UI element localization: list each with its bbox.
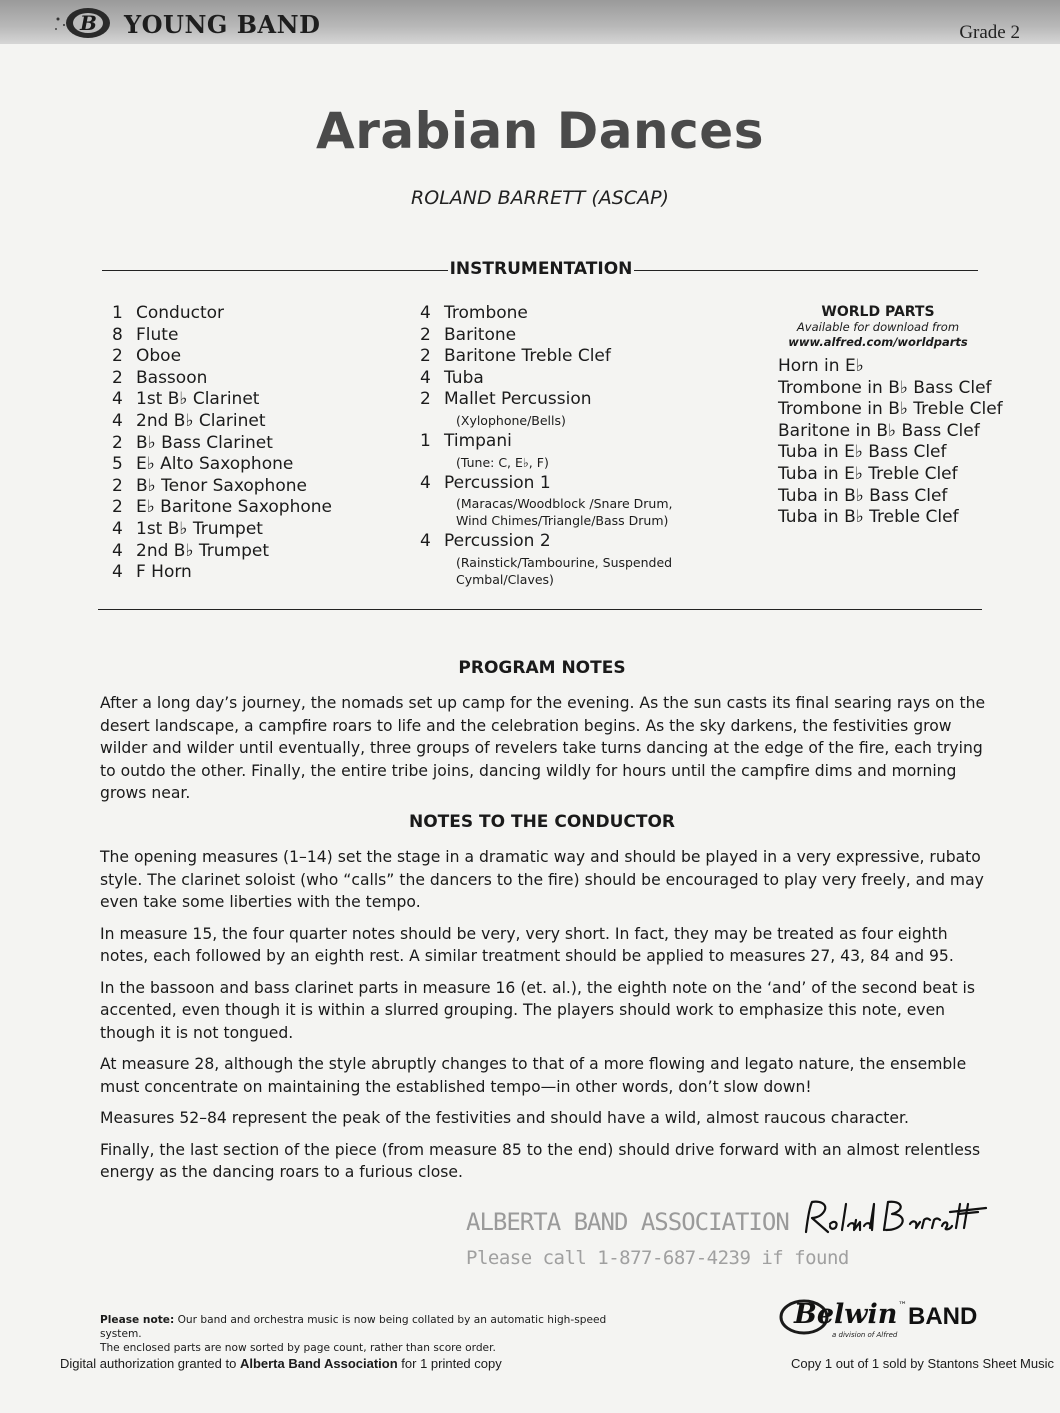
footer-org: Alberta Band Association xyxy=(239,1356,398,1371)
series-name: YOUNG BAND xyxy=(124,10,321,39)
instrument-note: (Maracas/Woodblock /Snare Drum, xyxy=(456,496,673,512)
instrumentation-heading: INSTRUMENTATION xyxy=(449,259,633,279)
world-parts-url[interactable]: www.alfred.com/worldparts xyxy=(788,335,968,349)
instrument-quantity: 4 xyxy=(112,518,123,539)
instrument-row xyxy=(112,562,332,584)
instrument-name: Timpani xyxy=(444,430,512,451)
instrument-row xyxy=(112,497,332,519)
instrument-row xyxy=(112,476,332,498)
instrument-row xyxy=(112,433,332,455)
instrument-name: E♭ Alto Saxophone xyxy=(136,454,294,475)
publisher-suffix: BAND xyxy=(908,1303,978,1330)
program-notes-heading: PROGRAM NOTES xyxy=(458,658,626,678)
divider xyxy=(634,270,978,271)
instrument-quantity: 5 xyxy=(112,454,123,475)
world-part-item: Horn in E♭ xyxy=(778,356,864,376)
instrument-name: Bassoon xyxy=(136,367,208,388)
composer-signature xyxy=(800,1196,990,1244)
footer-authorization xyxy=(60,1356,502,1371)
world-part-item: Tuba in E♭ Treble Clef xyxy=(778,463,958,484)
world-part-item: Tuba in E♭ Bass Clef xyxy=(778,442,947,463)
instrument-list-2 xyxy=(420,303,672,590)
instrument-row xyxy=(112,411,332,433)
instrument-quantity: 8 xyxy=(112,324,123,345)
conductor-notes-text xyxy=(100,846,988,1193)
publisher-trademark: ™ xyxy=(898,1301,907,1311)
instrument-name: Tuba xyxy=(444,367,484,388)
instrument-name: Flute xyxy=(136,324,179,345)
footer-prefix: Digital authorization granted to xyxy=(60,1356,240,1371)
footer-copy-info: Copy 1 out of 1 sold by Stantons Sheet Music xyxy=(790,1356,1054,1371)
footer-suffix: for 1 printed copy xyxy=(397,1356,502,1371)
collation-note-text2: The enclosed parts are now sorted by page count, rather than score order. xyxy=(100,1342,496,1354)
instrument-row xyxy=(112,541,332,563)
library-stamp: ALBERTA BAND ASSOCIATION xyxy=(466,1208,789,1236)
world-part-item: Tuba in B♭ Treble Clef xyxy=(778,507,959,528)
instrument-quantity: 4 xyxy=(420,531,431,552)
instrument-row xyxy=(420,431,672,453)
conductor-notes-paragraph: In measure 15, the four quarter notes should be very, very short. In fact, they may be treated as four eighth notes, each followed by an eighth rest. A similar treatment should be applied to measures 27, 43, 84 and 95. xyxy=(100,924,954,965)
instrument-row xyxy=(420,368,672,390)
divider xyxy=(102,270,448,271)
world-parts xyxy=(778,304,1003,529)
composer: ROLAND BARRETT (ASCAP) xyxy=(411,187,669,209)
publisher-division: a division of Alfred xyxy=(832,1331,898,1339)
instrument-name: F Horn xyxy=(136,562,192,583)
instrument-quantity: 2 xyxy=(112,475,123,496)
instrument-quantity: 2 xyxy=(420,389,431,410)
instrument-row xyxy=(420,346,672,368)
instrument-quantity: 2 xyxy=(112,432,123,453)
instrument-name: Conductor xyxy=(136,303,225,323)
instrument-row xyxy=(420,531,672,553)
collation-note-text1: Our band and orchestra music is now being collated by an automatic high-speed system. xyxy=(100,1314,607,1340)
collation-note-label: Please note: xyxy=(100,1314,175,1326)
instrument-name: 1st B♭ Trumpet xyxy=(136,518,263,539)
collation-note-line1 xyxy=(100,1313,620,1341)
instrument-row xyxy=(420,389,672,411)
instrument-name: Baritone xyxy=(444,324,517,345)
instrument-name: Mallet Percussion xyxy=(444,389,592,410)
piece-title: Arabian Dances xyxy=(316,102,764,160)
collation-note xyxy=(100,1313,620,1355)
instrument-name: B♭ Bass Clarinet xyxy=(136,432,273,453)
instrument-name: Baritone Treble Clef xyxy=(444,346,611,367)
instrument-quantity: 2 xyxy=(420,324,431,345)
instrument-row xyxy=(112,346,332,368)
instrument-name: 2nd B♭ Clarinet xyxy=(136,410,266,431)
instrument-row xyxy=(112,303,332,325)
instrument-quantity: 2 xyxy=(112,497,123,518)
program-notes-text xyxy=(100,692,988,805)
instrument-row xyxy=(112,389,332,411)
grade-label: Grade 2 xyxy=(959,22,1020,43)
instrument-row xyxy=(112,519,332,541)
instrument-row xyxy=(420,473,672,495)
svg-text:B: B xyxy=(80,11,97,35)
instrument-note: Cymbal/Claves) xyxy=(456,571,554,587)
divider xyxy=(98,609,982,610)
instrument-quantity: 4 xyxy=(420,472,431,493)
instrument-note: (Xylophone/Bells) xyxy=(456,412,566,428)
world-part-item: Baritone in B♭ Bass Clef xyxy=(778,420,980,441)
instrument-list-1 xyxy=(112,303,332,584)
conductor-notes-paragraph: Measures 52–84 represent the peak of the festivities and should have a wild, almost raucous character. xyxy=(100,1109,909,1127)
instrument-row xyxy=(112,454,332,476)
instrument-note: Wind Chimes/Triangle/Bass Drum) xyxy=(456,513,669,529)
instrument-row xyxy=(420,325,672,347)
world-parts-subheading: Available for download from xyxy=(796,320,960,334)
conductor-notes-heading: NOTES TO THE CONDUCTOR xyxy=(408,812,676,832)
program-notes-paragraph: After a long day’s journey, the nomads set up camp for the evening. As the sun casts its final searing rays on the desert landscape, a campfire roars to life and the celebration begins. As the sky darkens, the festivities grow wilder and wilder until eventually, three groups of revelers take turns dancing at the edge of the fire, each trying to outdo the other. Finally, the entire tribe joins, dancing wildly for hours until the campfire dims and morning grows near. xyxy=(100,694,986,802)
instrument-name: E♭ Baritone Saxophone xyxy=(136,497,333,518)
library-stamp-phone: Please call 1-877-687-4239 if found xyxy=(466,1247,849,1269)
instrument-quantity: 2 xyxy=(112,346,123,367)
world-parts-list xyxy=(778,356,1003,529)
instrument-name: Trombone xyxy=(444,303,528,323)
instrument-quantity: 2 xyxy=(420,346,431,367)
publisher-name: Belwin xyxy=(794,1299,898,1330)
instrument-name: B♭ Tenor Saxophone xyxy=(136,475,307,496)
instrument-quantity: 4 xyxy=(420,303,431,323)
instrument-quantity: 4 xyxy=(112,562,123,583)
instrument-name: 2nd B♭ Trumpet xyxy=(136,540,269,561)
world-parts-heading: WORLD PARTS xyxy=(821,304,935,320)
instrument-name: 1st B♭ Clarinet xyxy=(136,389,260,410)
conductor-notes-paragraph: The opening measures (1–14) set the stage in a dramatic way and should be played in a very expressive, rubato style. The clarinet soloist (who “calls” the dancers to the fire) should be encouraged to play very freely, and may even take some liberties with the tempo. xyxy=(100,848,984,911)
world-part-item: Tuba in B♭ Bass Clef xyxy=(778,485,948,506)
instrument-row xyxy=(420,303,672,325)
instrument-quantity: 1 xyxy=(420,430,431,451)
instrument-quantity: 4 xyxy=(112,389,123,410)
instrument-note: (Rainstick/Tambourine, Suspended xyxy=(456,554,673,570)
instrument-note: (Tune: C, E♭, F) xyxy=(456,454,549,470)
world-part-item: Trombone in B♭ Bass Clef xyxy=(778,377,992,398)
instrument-row xyxy=(112,368,332,390)
conductor-notes-paragraph: At measure 28, although the style abruptly changes to that of a more flowing and legato nature, the ensemble must concentrate on maintaining the established tempo—in other words, don’t slow down! xyxy=(100,1055,967,1096)
instrument-name: Oboe xyxy=(136,346,182,367)
instrument-quantity: 4 xyxy=(112,540,123,561)
instrument-quantity: 4 xyxy=(420,367,431,388)
instrument-name: Percussion 1 xyxy=(444,472,551,493)
instrument-quantity: 4 xyxy=(112,410,123,431)
series-logo-icon xyxy=(52,5,114,41)
instrument-quantity: 1 xyxy=(112,303,123,323)
world-part-item: Trombone in B♭ Treble Clef xyxy=(778,399,1003,420)
conductor-notes-paragraph: In the bassoon and bass clarinet parts in measure 16 (et. al.), the eighth note on the ‘and’ of the second beat is accented, even though it is within a slurred grouping. The players should work to emphasize this note, even though it is not tongued. xyxy=(100,978,975,1042)
instrument-name: Percussion 2 xyxy=(444,531,551,552)
instrument-quantity: 2 xyxy=(112,367,123,388)
instrument-row xyxy=(112,325,332,347)
conductor-notes-paragraph: Finally, the last section of the piece (from measure 85 to the end) should drive forward with an almost relentless energy as the dancing roars to a furious close. xyxy=(100,1140,981,1181)
